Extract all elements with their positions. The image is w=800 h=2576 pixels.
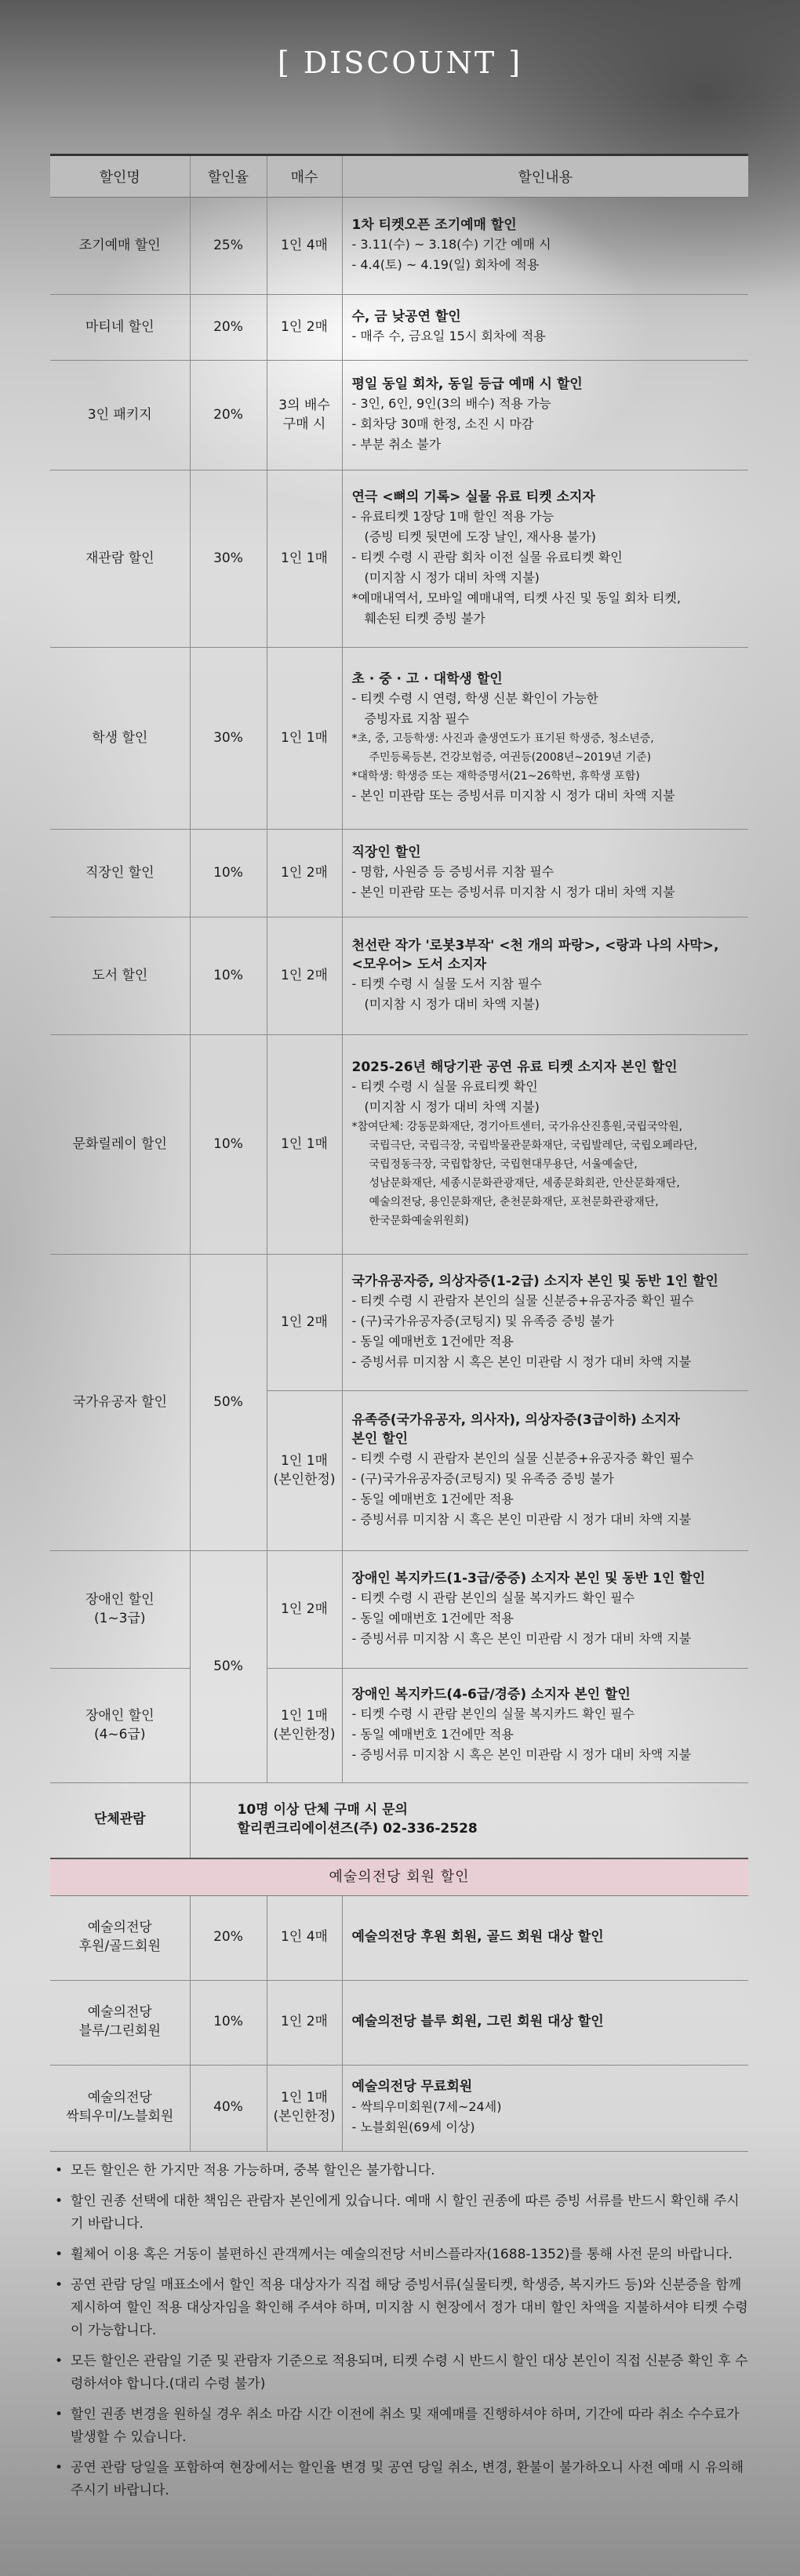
content-head: 초 · 중 · 고 · 대학생 할인 (351, 670, 503, 687)
content-line: (미지참 시 정가 대비 차액 지불) (364, 570, 540, 586)
discount-qty: 1인 2매 (267, 1255, 342, 1391)
content-line: - 3.11(수) ~ 3.18(수) 기간 예매 시 (351, 237, 551, 253)
content-head: 본인 할인 (351, 1430, 409, 1447)
table-header-row (50, 155, 748, 198)
note-item: • 할인 권종 선택에 대한 책임은 관람자 본인에게 있습니다. 예매 시 할인 권종에 따른 증빙 서류를 반드시 확인해 주시기 바랍니다. (50, 2190, 748, 2236)
content-head: 장애인 복지카드(4-6급/경증) 소지자 본인 할인 (351, 1686, 631, 1702)
discount-name: 3인 패키지 (50, 361, 190, 471)
content-head: 장애인 복지카드(1-3급/중증) 소지자 본인 및 동반 1인 할인 (351, 1570, 706, 1586)
discount-content (190, 1783, 748, 1858)
table-row (50, 361, 748, 471)
content-line: - 티켓 수령 시 실물 도서 지참 필수 (351, 976, 542, 992)
content-line: 예술의전당, 용인문화재단, 춘천문화재단, 포천문화관광재단, (369, 1196, 659, 1209)
discount-rate: 20% (190, 361, 267, 471)
qty-line: 구매 시 (282, 416, 326, 432)
content-line: - 회차당 30매 한정, 소진 시 마감 (351, 416, 534, 432)
content-line: 한국문화예술위원회) (369, 1215, 469, 1228)
content-head: 유족증(국가유공자, 의사자), 의상자증(3급이하) 소지자 (351, 1412, 680, 1428)
content-line: - 동일 예매번호 1건에만 적용 (351, 1611, 514, 1626)
discount-qty: 1인 1매 (267, 1035, 342, 1255)
content-line: - 티켓 수령 시 관람 본인의 실물 복지카드 확인 필수 (351, 1706, 635, 1722)
table-row (50, 648, 748, 830)
discount-content (342, 648, 748, 830)
content-line: - 증빙서류 미지참 시 혹은 본인 미관람 시 정가 대비 차액 지불 (351, 1631, 692, 1647)
discount-rate: 20% (190, 295, 267, 361)
table-row (50, 1783, 748, 1858)
discount-name: 마티네 할인 (50, 295, 190, 361)
discount-name (50, 1895, 190, 1980)
discount-name: 조기예매 할인 (50, 198, 190, 295)
content-head: 국가유공자증, 의상자증(1-2급) 소지자 본인 및 동반 1인 할인 (351, 1273, 718, 1289)
page-title: [ DISCOUNT ] (277, 45, 523, 80)
discount-qty: 1인 2매 (267, 917, 342, 1035)
content-line: - 티켓 수령 시 실물 유료티켓 확인 (351, 1079, 538, 1095)
note-item: • 공연 관람 당일 매표소에서 할인 적용 대상자가 직접 해당 증빙서류(실물티켓, 학생증, 복지카드 등)와 신분증을 함께 제시하여 할인 적용 대상자임을 확인해 주셔야 하며, 미지참 시 현장에서 정가 대비 할인 차액을 지불하셔야 티켓 수령이 가능합니다. (50, 2274, 748, 2342)
qty-line: 3의 배수 (278, 397, 330, 413)
note-item: • 공연 관람 당일을 포함하여 현장에서는 할인율 변경 및 공연 당일 취소, 변경, 환불이 불가하오니 사전 예매 시 유의해 주시기 바랍니다. (50, 2457, 748, 2502)
discount-rate: 10% (190, 1980, 267, 2065)
content-head: 수, 금 낮공연 할인 (351, 308, 461, 325)
content-line: (미지참 시 정가 대비 차액 지불) (364, 1099, 540, 1115)
table-row (50, 1255, 748, 1391)
discount-qty: 1인 4매 (267, 198, 342, 295)
content-line: *대학생: 학생증 또는 재학증명서(21~26학번, 휴학생 포함) (351, 770, 640, 783)
content-line: - 티켓 수령 시 관람 회차 이전 실물 유료티켓 확인 (351, 550, 623, 565)
content-head: 10명 이상 단체 구매 시 문의 (237, 1802, 408, 1818)
content-line: 국립극단, 국립극장, 국립박물관문화재단, 국립발레단, 국립오페라단, (369, 1139, 698, 1153)
qty-note: (본인한정) (273, 1471, 336, 1488)
content-line: - (구)국가유공자증(코팅지) 및 유족증 증빙 불가 (351, 1313, 614, 1329)
discount-name: 학생 할인 (50, 648, 190, 830)
discount-name (50, 1669, 190, 1783)
name-line: 예술의전당 (87, 2004, 152, 2021)
content-head: 평일 동일 회차, 동일 등급 예매 시 할인 (351, 376, 583, 392)
content-line: - 티켓 수령 시 관람자 본인의 실물 신분증+유공자증 확인 필수 (351, 1293, 694, 1309)
discount-qty: 1인 2매 (267, 1551, 342, 1669)
discount-name: 직장인 할인 (50, 830, 190, 917)
discount-content (342, 471, 748, 648)
discount-qty: 1인 1매 (267, 648, 342, 830)
content-line: - 3인, 6인, 9인(3의 배수) 적용 가능 (351, 396, 551, 412)
header-rate: 할인율 (190, 155, 267, 198)
content-line: - 부분 취소 불가 (351, 437, 442, 452)
note-item: • 모든 할인은 한 가지만 적용 가능하며, 중복 할인은 불가합니다. (50, 2160, 748, 2182)
discount-content (342, 830, 748, 917)
content-head: 천선란 작가 '로봇3부작' <천 개의 파랑>, <랑과 나의 사막>, (351, 937, 719, 954)
qty-line: 1인 1매 (281, 2090, 328, 2106)
table-row (50, 830, 748, 917)
discount-name: 재관람 할인 (50, 471, 190, 648)
discount-content (342, 198, 748, 295)
content-line: - 본인 미관람 또는 증빙서류 미지참 시 정가 대비 차액 지불 (351, 885, 675, 900)
discount-content (342, 1551, 748, 1669)
content-line: - 4.4(토) ~ 4.19(일) 회차에 적용 (351, 257, 540, 273)
content-head: 2025-26년 해당기관 공연 유료 티켓 소지자 본인 할인 (351, 1059, 678, 1075)
header-name: 할인명 (50, 155, 190, 198)
discount-qty: 1인 4매 (267, 1895, 342, 1980)
notes-list (50, 2160, 748, 2510)
discount-rate: 50% (190, 1255, 267, 1551)
content-line: - 동일 예매번호 1건에만 적용 (351, 1727, 514, 1742)
name-line: 예술의전당 (87, 1920, 152, 1936)
content-head: 직장인 할인 (351, 844, 421, 860)
content-line: (미지참 시 정가 대비 차액 지불) (364, 997, 540, 1012)
note-item: • 할인 권종 변경을 원하실 경우 취소 마감 시간 이전에 취소 및 재예매를 진행하셔야 하며, 기간에 따라 취소 수수료가 발생할 수 있습니다. (50, 2403, 748, 2449)
content-line: 성남문화재단, 세종시문화관광재단, 세종문화회관, 안산문화재단, (369, 1177, 680, 1190)
qty-note: (본인한정) (273, 2109, 336, 2124)
discount-content (342, 1391, 748, 1551)
discount-name (50, 1980, 190, 2065)
name-line: 장애인 할인 (85, 1591, 155, 1608)
table-row (50, 1895, 748, 1980)
discount-qty (267, 2065, 342, 2151)
header-qty: 매수 (267, 155, 342, 198)
header-content: 할인내용 (342, 155, 748, 198)
table-row (50, 1669, 748, 1783)
content-line: 국립정동극장, 국립합창단, 국립현대무용단, 서울예술단, (369, 1158, 638, 1172)
note-item: • 모든 할인은 관람일 기준 및 관람자 기준으로 적용되며, 티켓 수령 시 반드시 할인 대상 본인이 직접 신분증 확인 후 수령하셔야 합니다.(대리 수령 불가) (50, 2350, 748, 2396)
discount-rate: 20% (190, 1895, 267, 1980)
content-line: - 증빙서류 미지참 시 혹은 본인 미관람 시 정가 대비 차액 지불 (351, 1354, 692, 1370)
table-row (50, 198, 748, 295)
table-row (50, 2065, 748, 2151)
discount-name: 국가유공자 할인 (50, 1255, 190, 1551)
discount-content (342, 295, 748, 361)
discount-qty: 1인 2매 (267, 295, 342, 361)
content-line: - 명함, 사원증 등 증빙서류 지참 필수 (351, 864, 555, 880)
content-line: - 티켓 수령 시 연령, 학생 신분 확인이 가능한 (351, 691, 598, 707)
discount-content (342, 1669, 748, 1783)
note-item: • 휠체어 이용 혹은 거동이 불편하신 관객께서는 예술의전당 서비스플라자(1688-1352)를 통해 사전 문의 바랍니다. (50, 2244, 748, 2266)
discount-content (342, 1035, 748, 1255)
discount-rate: 30% (190, 648, 267, 830)
discount-rate: 10% (190, 1035, 267, 1255)
content-line: - 싹틔우미회원(7세~24세) (351, 2098, 502, 2114)
content-head: 할리퀸크리에이션즈(주) 02-336-2528 (237, 1821, 478, 1837)
name-line: 예술의전당 (87, 2090, 152, 2106)
discount-rate: 40% (190, 2065, 267, 2151)
name-line: 블루/그린회원 (78, 2023, 161, 2039)
discount-qty: 1인 2매 (267, 830, 342, 917)
content-line: *참여단체: 강동문화재단, 경기아트센터, 국가유산진흥원,국립국악원, (351, 1121, 683, 1134)
table-row (50, 471, 748, 648)
discount-name (50, 2065, 190, 2151)
table-row (50, 1551, 748, 1669)
content-line: *예매내역서, 모바일 예매내역, 티켓 사진 및 동일 회차 티켓, (351, 590, 681, 606)
table-row (50, 295, 748, 361)
content-line: - 본인 미관람 또는 증빙서류 미지참 시 정가 대비 차액 지불 (351, 788, 675, 804)
table-row (50, 1035, 748, 1255)
name-line: (1~3급) (93, 1610, 146, 1626)
discount-rate: 25% (190, 198, 267, 295)
qty-line: 1인 1매 (281, 1707, 328, 1724)
discount-rate: 50% (190, 1551, 267, 1783)
content-line: - 매주 수, 금요일 15시 회차에 적용 (351, 329, 546, 344)
discount-table (50, 154, 748, 2152)
discount-content: 예술의전당 후원 회원, 골드 회원 대상 할인 (342, 1895, 748, 1980)
content-line: - 증빙서류 미지참 시 혹은 본인 미관람 시 정가 대비 차액 지불 (351, 1747, 692, 1763)
discount-rate: 30% (190, 471, 267, 648)
qty-note: (본인한정) (273, 1726, 336, 1742)
content-line: 증빙자료 지참 필수 (364, 711, 470, 727)
content-line: - 티켓 수령 시 관람 본인의 실물 복지카드 확인 필수 (351, 1590, 635, 1606)
section-row (50, 1858, 748, 1896)
table-row (50, 1980, 748, 2065)
content-line: 훼손된 티켓 증빙 불가 (364, 611, 485, 627)
discount-name: 도서 할인 (50, 917, 190, 1035)
discount-name: 문화릴레이 할인 (50, 1035, 190, 1255)
content-line: - 증빙서류 미지참 시 혹은 본인 미관람 시 정가 대비 차액 지불 (351, 1512, 692, 1528)
content-head: 1차 티켓오픈 조기예매 할인 (351, 216, 517, 233)
content-line: - 동일 예매번호 1건에만 적용 (351, 1491, 514, 1507)
discount-content (342, 2065, 748, 2151)
name-line: (4~6급) (93, 1726, 146, 1742)
content-line: - 동일 예매번호 1건에만 적용 (351, 1334, 514, 1350)
discount-qty: 1인 1매 (267, 471, 342, 648)
content-line: - 티켓 수령 시 관람자 본인의 실물 신분증+유공자증 확인 필수 (351, 1451, 694, 1466)
discount-content: 예술의전당 블루 회원, 그린 회원 대상 할인 (342, 1980, 748, 2065)
name-line: 싹틔우미/노블회원 (66, 2109, 174, 2124)
content-head: <모우어> 도서 소지자 (351, 956, 487, 972)
discount-qty (267, 1669, 342, 1783)
discount-qty: 1인 2매 (267, 1980, 342, 2065)
content-head: 예술의전당 무료회원 (351, 2079, 473, 2095)
content-head: 연극 <뼈의 기록> 실물 유료 티켓 소지자 (351, 489, 595, 505)
content-line: *초, 중, 고등학생: 사진과 출생연도가 표기된 학생증, 청소년증, (351, 732, 654, 746)
content-line: - (구)국가유공자증(코팅지) 및 유족증 증빙 불가 (351, 1471, 614, 1487)
qty-line: 1인 1매 (281, 1452, 328, 1469)
discount-content (342, 361, 748, 471)
discount-rate: 10% (190, 917, 267, 1035)
discount-qty (267, 1391, 342, 1551)
content-line: 주민등록등본, 건강보험증, 여권등(2008년~2019년 기준) (369, 751, 652, 765)
section-title: 예술의전당 회원 할인 (50, 1858, 748, 1896)
discount-name: 단체관람 (50, 1783, 190, 1858)
discount-qty (267, 361, 342, 471)
table-row (50, 917, 748, 1035)
discount-content (342, 1255, 748, 1391)
content-line: (증빙 티켓 뒷면에 도장 날인, 재사용 불가) (364, 529, 596, 545)
discount-rate: 10% (190, 830, 267, 917)
content-line: - 유료티켓 1장당 1매 할인 적용 가능 (351, 509, 555, 525)
name-line: 장애인 할인 (85, 1707, 155, 1724)
discount-name (50, 1551, 190, 1669)
content-line: - 노블회원(69세 이상) (351, 2119, 475, 2135)
discount-content (342, 917, 748, 1035)
name-line: 후원/골드회원 (78, 1938, 161, 1954)
